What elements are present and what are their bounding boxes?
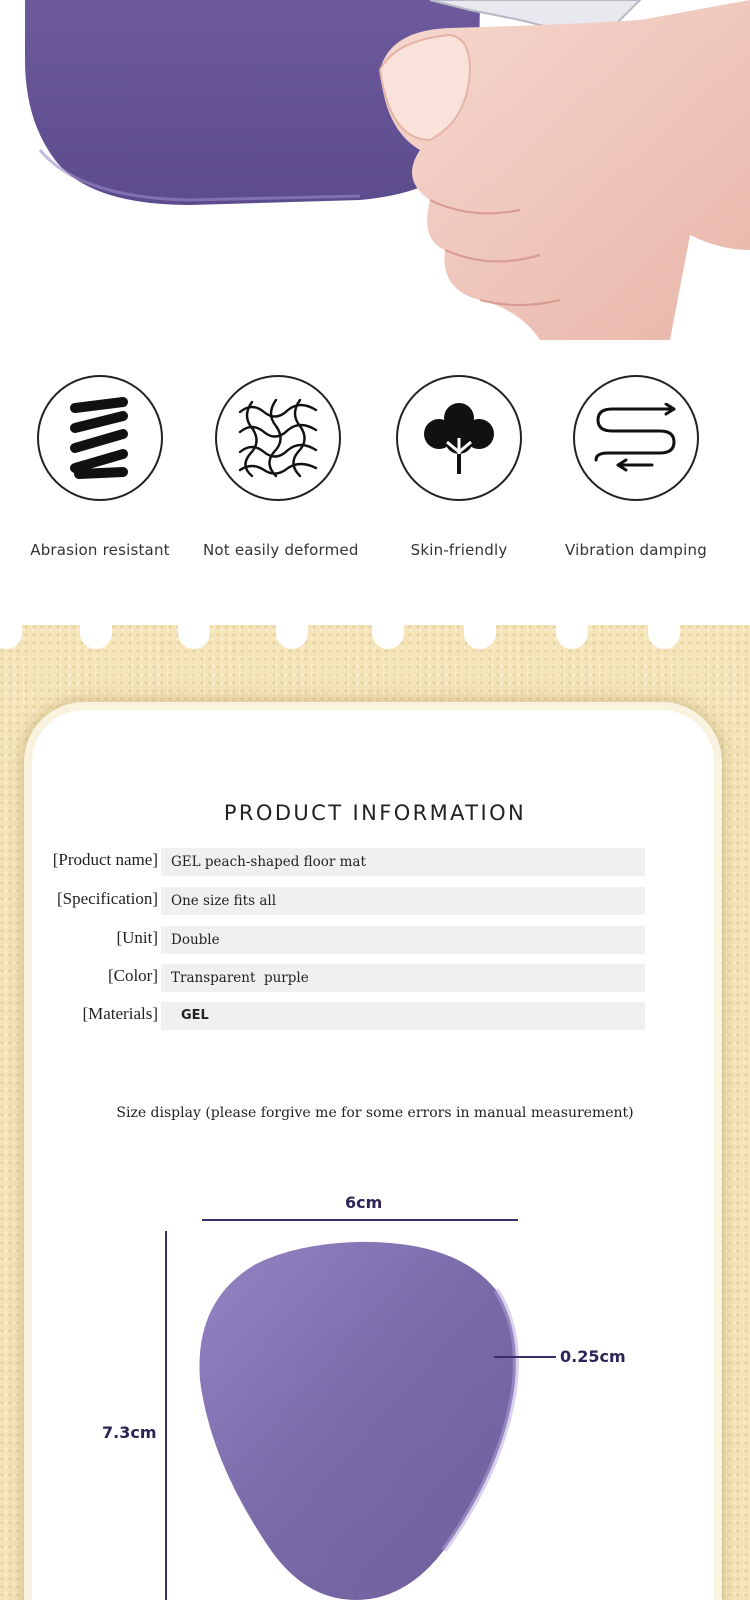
feature-vibration-damping (561, 375, 711, 559)
scallop-edge (276, 625, 308, 649)
feature-not-easily-deformed (203, 375, 359, 559)
scallop-edge (0, 625, 22, 649)
info-row-materials (0, 1002, 750, 1030)
info-key: [Product name] (52, 850, 158, 869)
feature-label: Not easily deformed (203, 541, 359, 559)
gel-pad-in-hand-illustration (0, 0, 750, 345)
scallop-edge (556, 625, 588, 649)
spring-coil-icon (65, 396, 135, 480)
feature-icon-circle (215, 375, 341, 501)
wave-arrows-icon (590, 403, 682, 473)
info-key: [Color] (107, 966, 158, 985)
product-info-section (0, 625, 750, 1600)
feature-icon-circle (573, 375, 699, 501)
scallop-edge (178, 625, 210, 649)
hero-product-photo (0, 0, 750, 345)
scallop-edge (80, 625, 112, 649)
gel-pad-shape-illustration (196, 1240, 526, 1600)
info-value: One size fits all (161, 887, 645, 915)
thickness-dimension-label: 0.25cm (560, 1347, 626, 1366)
feature-icon-circle (396, 375, 522, 501)
info-row-color (0, 964, 750, 992)
product-info-title: PRODUCT INFORMATION (223, 801, 527, 825)
scallop-edge (464, 625, 496, 649)
info-value: GEL (161, 1002, 645, 1030)
info-key: [Specification] (56, 889, 158, 908)
height-dimension-label: 7.3cm (102, 1423, 157, 1442)
height-dimension-line (165, 1231, 167, 1600)
scallop-edge (648, 625, 680, 649)
feature-skin-friendly (384, 375, 534, 559)
feature-icon-circle (37, 375, 163, 501)
info-value: Double (161, 926, 645, 954)
size-display-note: Size display (please forgive me for some errors in manual measurement) (116, 1105, 634, 1121)
info-key: [Materials] (82, 1004, 158, 1023)
info-value: Transparent purple (161, 964, 645, 992)
info-value: GEL peach-shaped floor mat (161, 848, 645, 876)
thickness-dimension-line (494, 1356, 556, 1358)
feature-label: Vibration damping (565, 541, 707, 559)
feature-label: Abrasion resistant (30, 541, 170, 559)
info-row-specification (0, 887, 750, 915)
info-row-unit (0, 926, 750, 954)
width-dimension-label: 6cm (345, 1193, 383, 1212)
feature-abrasion-resistant (25, 375, 175, 559)
feature-label: Skin-friendly (410, 541, 508, 559)
width-dimension-line (202, 1219, 518, 1221)
info-key: [Unit] (116, 928, 158, 947)
cotton-icon (421, 402, 497, 474)
scallop-edge (372, 625, 404, 649)
info-row-product-name (0, 848, 750, 876)
mesh-net-icon (236, 398, 320, 478)
